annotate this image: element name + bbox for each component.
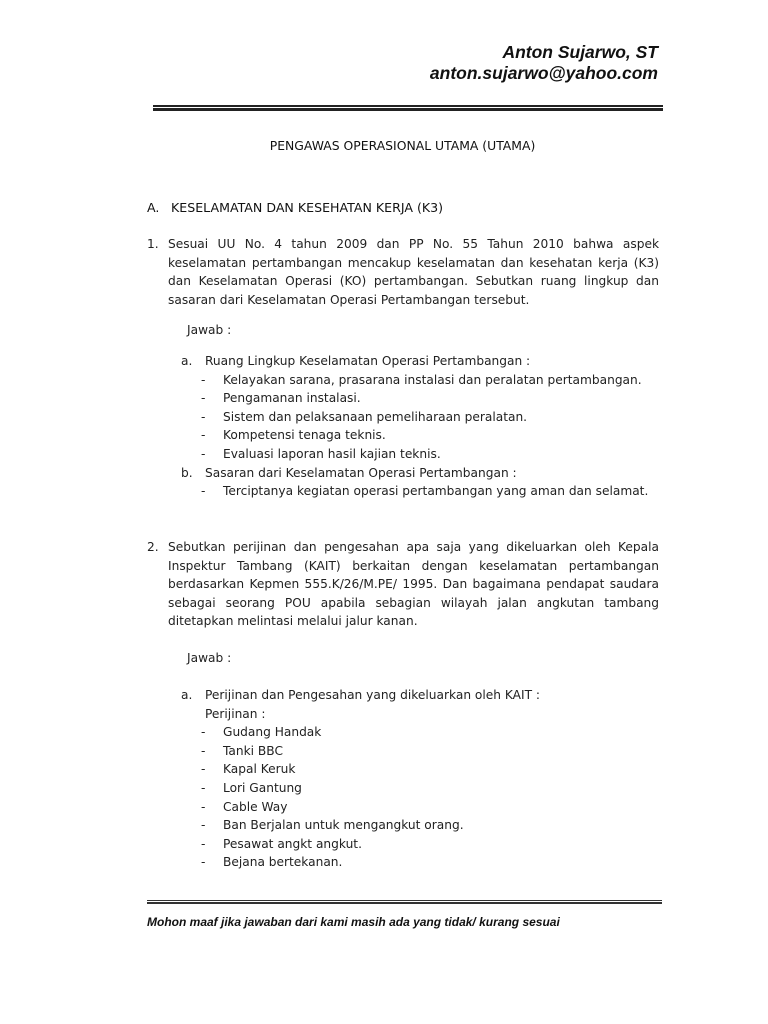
question-text: Sesuai UU No. 4 tahun 2009 dan PP No. 55 Tahun 2010 bahwa aspek keselamatan pertambangan mencakup keselamatan dan kesehatan kerja (K3) dan Keselamatan Operasi (KO) pertambangan. Sebutkan ruang lingkup dan sasaran dari Keselamatan Operasi Pertambangan tersebut. <box>168 237 659 307</box>
answer-1 <box>181 352 659 501</box>
question-number: 1. <box>147 237 159 251</box>
section-title-text: KESELAMATAN DAN KESEHATAN KERJA (K3) <box>171 200 444 215</box>
list-item: - Evaluasi laporan hasil kajian teknis. <box>201 446 441 461</box>
footer-note: Mohon maaf jika jawaban dari kami masih ada yang tidak/ kurang sesuai <box>147 915 560 929</box>
list-item: - Tanki BBC <box>201 743 283 758</box>
section-heading <box>147 200 443 215</box>
list-item: - Gudang Handak <box>201 725 322 740</box>
list-item: - Kapal Keruk <box>201 762 296 777</box>
answer-list <box>181 371 659 464</box>
question-text: Sebutkan perijinan dan pengesahan apa saja yang dikeluarkan oleh Kepala Inspektur Tambang (KAIT) berkaitan dengan keselamatan pertambangan berdasarkan Kepmen 555.K/26/M.PE/ 1995. Dan bagaimana pendapat saudara sebagai seorang POU apabila sebagian wilayah jalan angkutan tambang ditetapkan melintasi melalui jalur kanan. <box>168 540 659 629</box>
answer-part-b <box>181 464 659 483</box>
list-item: - Terciptanya kegiatan operasi pertambangan yang aman dan selamat. <box>201 484 649 499</box>
list-item: - Kelayakan sarana, prasarana instalasi dan peralatan pertambangan. <box>201 372 642 387</box>
answer-list <box>181 482 659 501</box>
part-label: a. <box>181 354 193 368</box>
list-item: - Bejana bertekanan. <box>201 855 343 870</box>
section-letter: A. <box>147 200 160 215</box>
author-name: Anton Sujarwo, ST <box>502 42 658 62</box>
list-item: - Sistem dan pelaksanaan pemeliharaan peralatan. <box>201 409 528 424</box>
part-label: b. <box>181 465 193 480</box>
list-item: - Ban Berjalan untuk mengangkut orang. <box>201 818 464 833</box>
question-number: 2. <box>147 540 159 554</box>
answer-label: Jawab : <box>187 651 232 665</box>
list-item: - Lori Gantung <box>201 780 302 795</box>
list-item: - Cable Way <box>201 799 288 814</box>
author-header <box>430 42 658 84</box>
author-email: anton.sujarwo@yahoo.com <box>429 63 658 83</box>
answer-part-a <box>181 686 659 705</box>
question-2 <box>147 538 659 631</box>
answer-list <box>181 723 659 872</box>
list-item: - Pesawat angkt angkut. <box>201 836 362 851</box>
perijinan-subheading: Perijinan : <box>205 706 266 721</box>
answer-part-a <box>181 352 659 371</box>
question-1 <box>147 235 659 309</box>
list-item: - Pengamanan instalasi. <box>201 391 361 406</box>
answer-2 <box>181 686 659 872</box>
part-label: a. <box>181 688 193 702</box>
answer-label: Jawab : <box>187 323 232 337</box>
part-title: Perijinan dan Pengesahan yang dikeluarkan oleh KAIT : <box>205 688 540 702</box>
header-divider <box>153 105 663 111</box>
footer-divider <box>147 900 662 904</box>
part-title: Sasaran dari Keselamatan Operasi Pertambangan : <box>205 465 517 480</box>
document-title: PENGAWAS OPERASIONAL UTAMA (UTAMA) <box>269 138 536 153</box>
list-item: - Kompetensi tenaga teknis. <box>201 428 386 443</box>
part-title: Ruang Lingkup Keselamatan Operasi Pertambangan : <box>205 354 531 368</box>
